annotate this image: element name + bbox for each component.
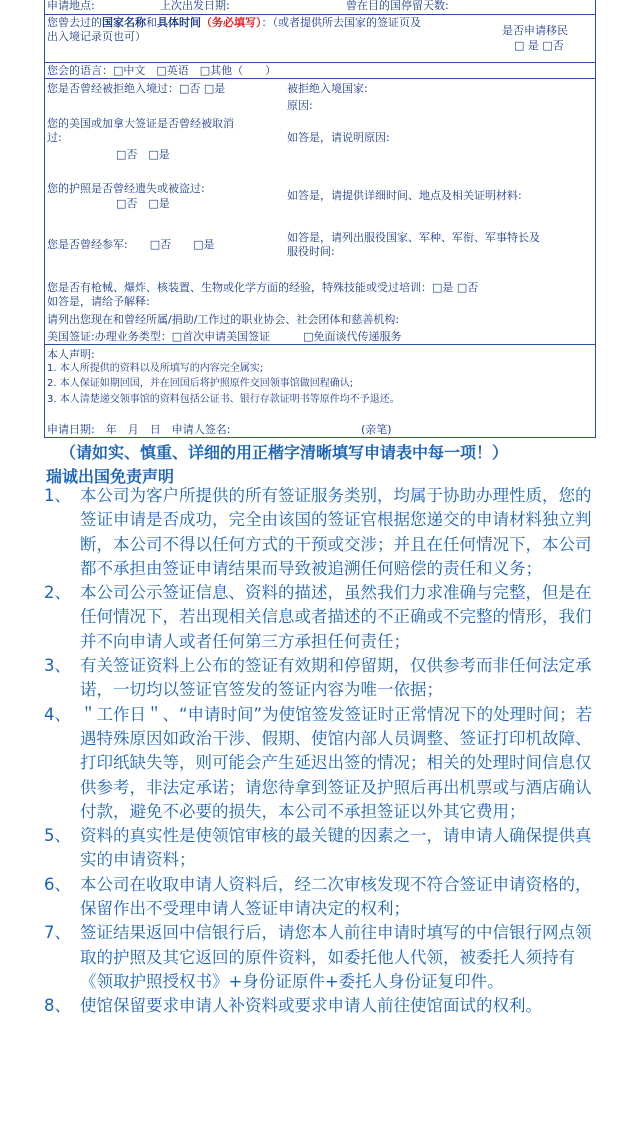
visa-cancelled-question: 您的美国或加拿大签证是否曾经被取消 <box>47 117 234 130</box>
military-question[interactable]: 您是否曾经参军: □否 □是 <box>47 238 215 251</box>
refused-reason-label: 原因: <box>287 99 313 112</box>
disclaimer-item: 4、 ＂工作日＂、“申请时间”为使馆签发签证时正常情况下的处理时间；若遇特殊原因如政治干涉、假期、使馆内部人员调整、签证打印机故障、打印纸缺失等，则可能会产生延迟出签的情况；相关的处理时间信息仅供参考，非法定承诺；请您待拿到签证及护照后再出机票或与酒店确认付款，避免不必要的损失，本公司不承担签证以外其它费用； <box>44 704 593 821</box>
passport-lost-question: 您的护照是否曾经遗失或被盗过: <box>47 182 205 195</box>
disclaimer-item: 8、 使馆保留要求申请人补资料或要求申请人前往使馆面试的权利。 <box>44 996 542 1016</box>
declaration-title: 本人声明: <box>47 348 95 361</box>
us-visa-business-type[interactable]: 美国签证:办理业务类型：□首次申请美国签证 □免面谈代传递服务 <box>47 330 402 343</box>
declaration-line-1: 1. 本人所提供的资料以及所填写的内容完全属实; <box>47 363 264 374</box>
row-divider <box>44 78 596 79</box>
table-border-left <box>44 0 45 438</box>
fill-instruction-note: （请如实、慎重、详细的用正楷字清晰填写申请表中每一项！） <box>60 443 509 462</box>
disclaimer-list <box>44 484 604 1019</box>
disclaimer-item: 5、 资料的真实性是使领馆审核的最关键的因素之一，请申请人确保提供真实的申请资料； <box>44 826 592 870</box>
row-divider <box>44 62 596 63</box>
declaration-line-2: 2. 本人保证如期回国，并在回国后将护照原件交回领事馆做回程确认; <box>47 378 354 389</box>
row-divider <box>44 14 596 15</box>
row-divider <box>44 437 596 438</box>
weapons-experience-question[interactable]: 您是否有枪械、爆炸、核装置、生物或化学方面的经验，特殊技能或受过培训：□是 □否 <box>47 281 479 294</box>
visa-cancelled-question-line2: 过: <box>47 131 62 144</box>
passport-lost-checkboxes[interactable]: □否 □是 <box>116 197 170 210</box>
table-border-right <box>595 0 596 438</box>
immigrate-question: 是否申请移民 <box>502 24 568 37</box>
application-date-signature[interactable]: 申请日期: 年 月 日 申请人签名: <box>47 423 231 436</box>
languages-field[interactable]: 您会的语言：□中文 □英语 □其他（ ） <box>47 64 277 77</box>
disclaimer-item: 7、 签证结果返回中信银行后，请您本人前往申请时填写的中信银行网点领取的护照及其它返回的原件资料，如委托他人代领，被委托人须持有《领取护照授权书》+身份证原件+委托人身份证复印件。 <box>44 923 592 991</box>
disclaimer-title: 瑞诚出国免责声明 <box>46 467 175 486</box>
visa-cancelled-if-yes: 如答是，请说明原因: <box>287 131 390 144</box>
organizations-label: 请列出您现在和曾经所属/捐助/工作过的职业协会、社会团体和慈善机构: <box>47 313 400 326</box>
disclaimer-item: 3、 有关签证资料上公布的签证有效期和停留期，仅供参考而非任何法定承诺，一切均以签证官签发的签证内容为唯一依据； <box>44 656 592 700</box>
row-divider <box>44 344 596 345</box>
immigrate-checkboxes[interactable]: □ 是 □否 <box>514 39 564 52</box>
disclaimer-item: 2、 本公司公示签证信息、资料的描述，虽然我们力求准确与完整，但是在任何情况下，若出现相关信息或者描述的不正确或不完整的情形，我们并不向申请人或者任何第三方承担任何责任； <box>44 583 592 651</box>
disclaimer-item: 1、 本公司为客户所提供的所有签证服务类别，均属于协助办理性质，您的签证申请是否成功，完全由该国的签证官根据您递交的申请材料独立判断，本公司不得以任何方式的干预或交涉；并且在任何情况下，本公司都不承担由签证申请结果而导致被追溯任何赔偿的责任和义务； <box>44 486 592 578</box>
refused-entry-question[interactable]: 您是否曾经被拒绝入境过：□否 □是 <box>47 82 226 95</box>
declaration-line-3: 3. 本人清楚递交领事馆的资料包括公证书、银行存款证明书等原件均不予退还。 <box>47 394 400 405</box>
disclaimer-item: 6、 本公司在收取申请人资料后，经二次审核发现不符合签证申请资格的，保留作出不受理申请人签证申请决定的权利； <box>44 874 592 919</box>
handwritten-note: (亲笔) <box>361 423 392 436</box>
stay-days-label: 曾在目的国停留天数: <box>346 0 449 12</box>
visa-cancelled-checkboxes[interactable]: □否 □是 <box>116 148 170 161</box>
required-mark: （务必填写） <box>201 16 262 29</box>
refused-country-label: 被拒绝入境国家: <box>287 82 368 95</box>
apply-place-label: 申请地点: <box>47 0 95 12</box>
military-if-yes-line2: 服役时间: <box>287 245 335 258</box>
visited-countries-label: 您曾去过的国家名称和具体时间（务必填写）：（或者提供所去国家的签证页及 <box>47 16 421 29</box>
weapons-explain-label: 如答是，请给予解释: <box>47 295 150 308</box>
passport-lost-if-yes: 如答是，请提供详细时间、地点及相关证明材料: <box>287 189 522 202</box>
visa-form-table <box>44 0 596 438</box>
visited-countries-label-line2: 出入境记录页也可） <box>47 30 146 43</box>
military-if-yes: 如答是，请列出服役国家、军种、军衔、军事特长及 <box>287 231 540 244</box>
last-departure-label: 上次出发日期: <box>160 0 230 12</box>
